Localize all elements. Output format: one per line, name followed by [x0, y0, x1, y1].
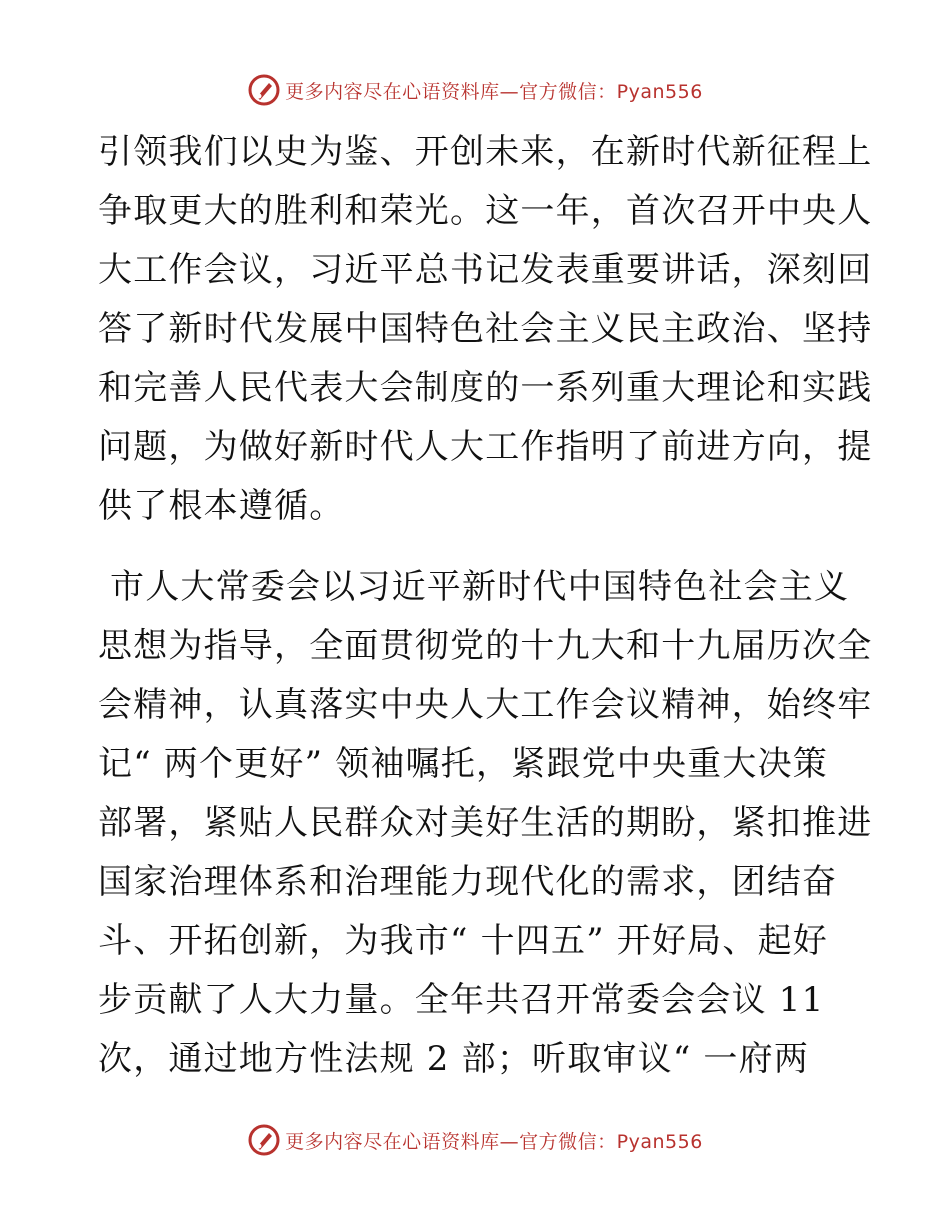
text-line: 答了新时代发展中国特色社会主义民主政治、坚持: [98, 309, 873, 349]
text-line: 问题，为做好新时代人大工作指明了前进方向，提: [98, 427, 873, 467]
document-body: [98, 123, 873, 1089]
text-line: 次，通过地方性法规 2 部；听取审议“ 一府两: [98, 1039, 810, 1079]
pen-nib-logo-icon: [247, 1123, 281, 1157]
text-line: 争取更大的胜利和荣光。这一年，首次召开中央人: [98, 191, 873, 231]
footer-banner: [0, 1120, 950, 1160]
text-line: 国家治理体系和治理能力现代化的需求，团结奋: [98, 862, 838, 902]
pen-nib-logo-icon: [247, 73, 281, 107]
text-line: 步贡献了人大力量。全年共召开常委会会议 11: [98, 980, 825, 1020]
text-line: 供了根本遵循。: [98, 486, 345, 526]
paragraph-1: [98, 123, 873, 536]
text-line: 和完善人民代表大会制度的一系列重大理论和实践: [98, 368, 873, 408]
paragraph-2: [98, 558, 873, 1089]
text-line: 市人大常委会以习近平新时代中国特色社会主义: [98, 567, 850, 607]
text-line: 会精神，认真落实中央人大工作会议精神，始终牢: [98, 685, 873, 725]
text-line: 斗、开拓创新，为我市“ 十四五” 开好局、起好: [98, 921, 828, 961]
text-line: 大工作会议，习近平总书记发表重要讲话，深刻回: [98, 250, 873, 290]
footer-text: 更多内容尽在心语资料库—官方微信：Pyan556: [285, 1130, 703, 1153]
header-text: 更多内容尽在心语资料库—官方微信：Pyan556: [285, 80, 703, 103]
text-line: 引领我们以史为鉴、开创未来，在新时代新征程上: [98, 132, 873, 172]
text-line: 记“ 两个更好” 领袖嘱托，紧跟党中央重大决策: [98, 744, 828, 784]
text-line: 思想为指导，全面贯彻党的十九大和十九届历次全: [98, 626, 873, 666]
text-line: 部署，紧贴人民群众对美好生活的期盼，紧扣推进: [98, 803, 873, 843]
header-banner: [0, 70, 950, 110]
